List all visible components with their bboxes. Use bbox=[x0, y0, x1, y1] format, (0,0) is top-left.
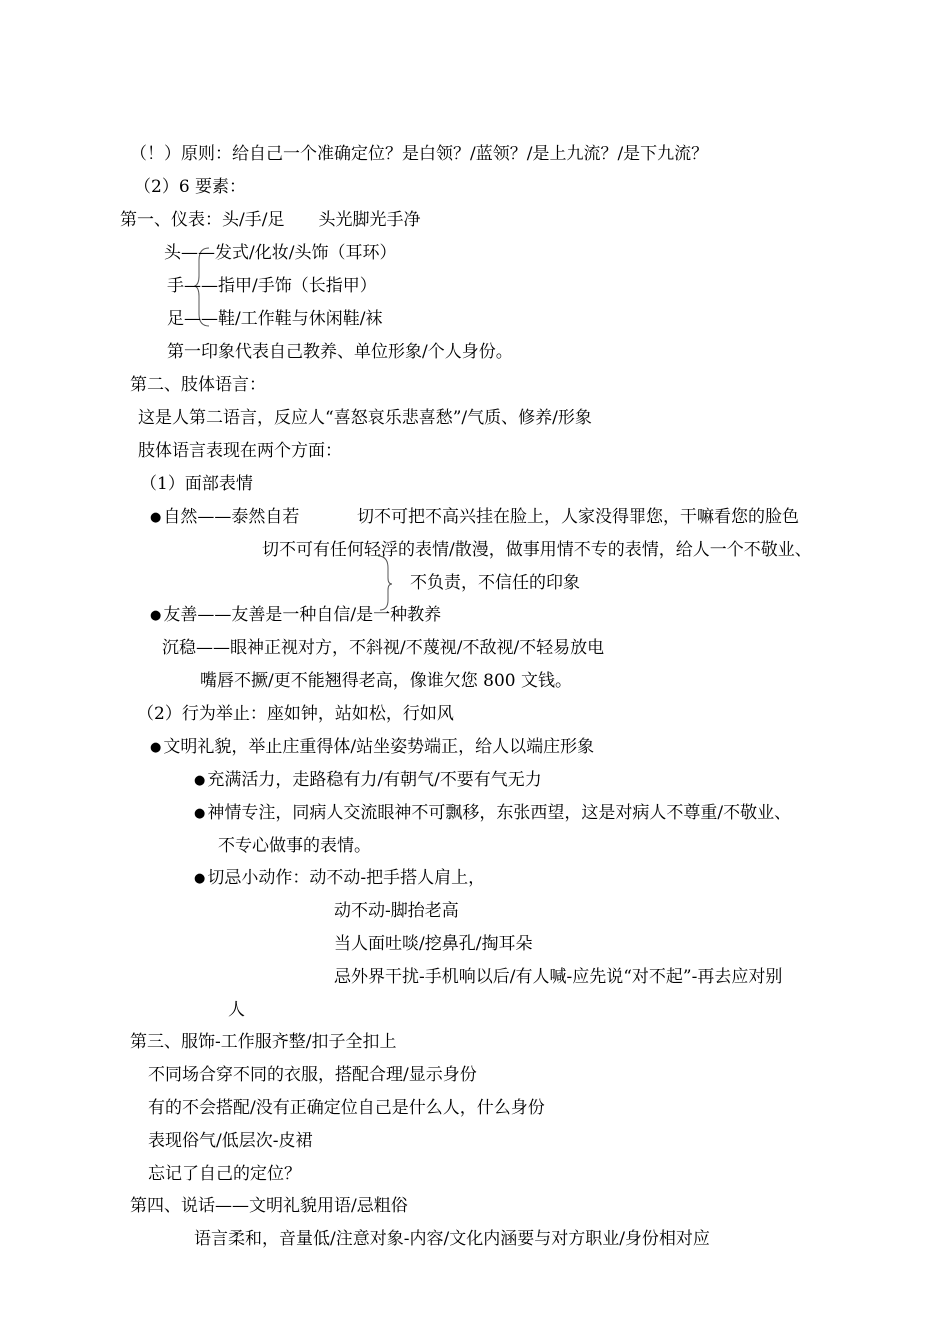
natural-detail: 切不可把不高兴挂在脸上，人家没得罪您，干嘛看您的脸色 bbox=[357, 507, 799, 527]
focus-bullet-line bbox=[194, 802, 791, 825]
speech-line: 语言柔和，音量低/注意对象-内容/文化内涵要与对方职业/身份相对应 bbox=[194, 1229, 710, 1249]
behavior-heading: （2）行为举止：座如钟，站如松，行如风 bbox=[137, 704, 454, 724]
friendly-bullet-line bbox=[150, 604, 441, 627]
section-1-heading: 第一、仪表：头/手/足 头光脚光手净 bbox=[120, 210, 421, 230]
section-4-heading: 第四、说话——文明礼貌用语/忌粗俗 bbox=[130, 1196, 408, 1216]
focus-text: 神情专注，同病人交流眼神不可飘移，东张西望，这是对病人不尊重/不敬业、 bbox=[207, 803, 792, 823]
six-elements-heading: （2）6 要素： bbox=[134, 177, 247, 197]
vitality-text: 充满活力，走路稳有力/有朝气/不要有气无力 bbox=[207, 770, 542, 790]
focus-text-cont: 不专心做事的表情。 bbox=[218, 836, 371, 856]
avoid-text: 切忌小动作：动不动-把手搭人肩上， bbox=[207, 868, 486, 888]
bullet-icon: ● bbox=[150, 608, 162, 623]
clothing-line-2: 有的不会搭配/没有正确定位自己是什么人，什么身份 bbox=[148, 1098, 545, 1118]
no-frivolous-expression-cont: 不负责，不信任的印象 bbox=[410, 573, 580, 593]
hand-line: 手——指甲/手饰（长指甲） bbox=[167, 276, 377, 296]
body-language-aspects: 肢体语言表现在两个方面： bbox=[138, 441, 342, 461]
civility-text: 文明礼貌，举止庄重得体/站坐姿势端正，给人以端庄形象 bbox=[163, 737, 595, 757]
bullet-icon: ● bbox=[150, 740, 162, 755]
bullet-icon: ● bbox=[150, 510, 162, 525]
foot-line: 足——鞋/工作鞋与休闲鞋/袜 bbox=[167, 309, 383, 329]
avoid-item-feet: 动不动-脚抬老高 bbox=[334, 901, 459, 921]
bullet-icon: ● bbox=[194, 773, 206, 788]
section-3-heading: 第三、服饰-工作服齐整/扣子全扣上 bbox=[130, 1032, 397, 1052]
avoid-item-interruption-cont: 人 bbox=[228, 1000, 245, 1020]
facial-expression-heading: （1）面部表情 bbox=[140, 474, 253, 494]
section-2-heading: 第二、肢体语言： bbox=[130, 375, 266, 395]
steady-line: 沉稳——眼神正视对方，不斜视/不蔑视/不敌视/不轻易放电 bbox=[162, 638, 605, 658]
no-frivolous-expression: 切不可有任何轻浮的表情/散漫，做事用情不专的表情，给人一个不敬业、 bbox=[262, 540, 812, 560]
clothing-line-1: 不同场合穿不同的衣服，搭配合理/显示身份 bbox=[148, 1065, 477, 1085]
principle-line: （！）原则：给自己一个准确定位？是白领？/蓝领？/是上九流？/是下九流？ bbox=[130, 144, 709, 164]
bullet-icon: ● bbox=[194, 806, 206, 821]
lips-line: 嘴唇不撅/更不能翘得老高，像谁欠您 800 文钱。 bbox=[200, 671, 572, 691]
natural-label: 自然——泰然自若 bbox=[163, 507, 300, 527]
clothing-line-4: 忘记了自己的定位？ bbox=[148, 1164, 301, 1184]
bullet-icon: ● bbox=[194, 871, 206, 886]
avoid-bullet-line bbox=[194, 867, 485, 890]
body-language-intro: 这是人第二语言，反应人“喜怒哀乐悲喜愁”/气质、修养/形象 bbox=[138, 408, 592, 428]
avoid-item-face: 当人面吐啖/挖鼻孔/掏耳朵 bbox=[334, 934, 533, 954]
natural-bullet-line bbox=[150, 506, 299, 529]
vitality-bullet-line bbox=[194, 769, 542, 792]
friendly-label: 友善——友善是一种自信/是一种教养 bbox=[163, 605, 442, 625]
head-line: 头——发式/化妆/头饰（耳环） bbox=[164, 243, 397, 263]
first-impression-line: 第一印象代表自己教养、单位形象/个人身份。 bbox=[167, 342, 513, 362]
clothing-line-3: 表现俗气/低层次-皮裙 bbox=[148, 1131, 313, 1151]
avoid-item-interruption: 忌外界干扰-手机响以后/有人喊-应先说“对不起”-再去应对别 bbox=[334, 967, 783, 987]
civility-bullet-line bbox=[150, 736, 594, 759]
